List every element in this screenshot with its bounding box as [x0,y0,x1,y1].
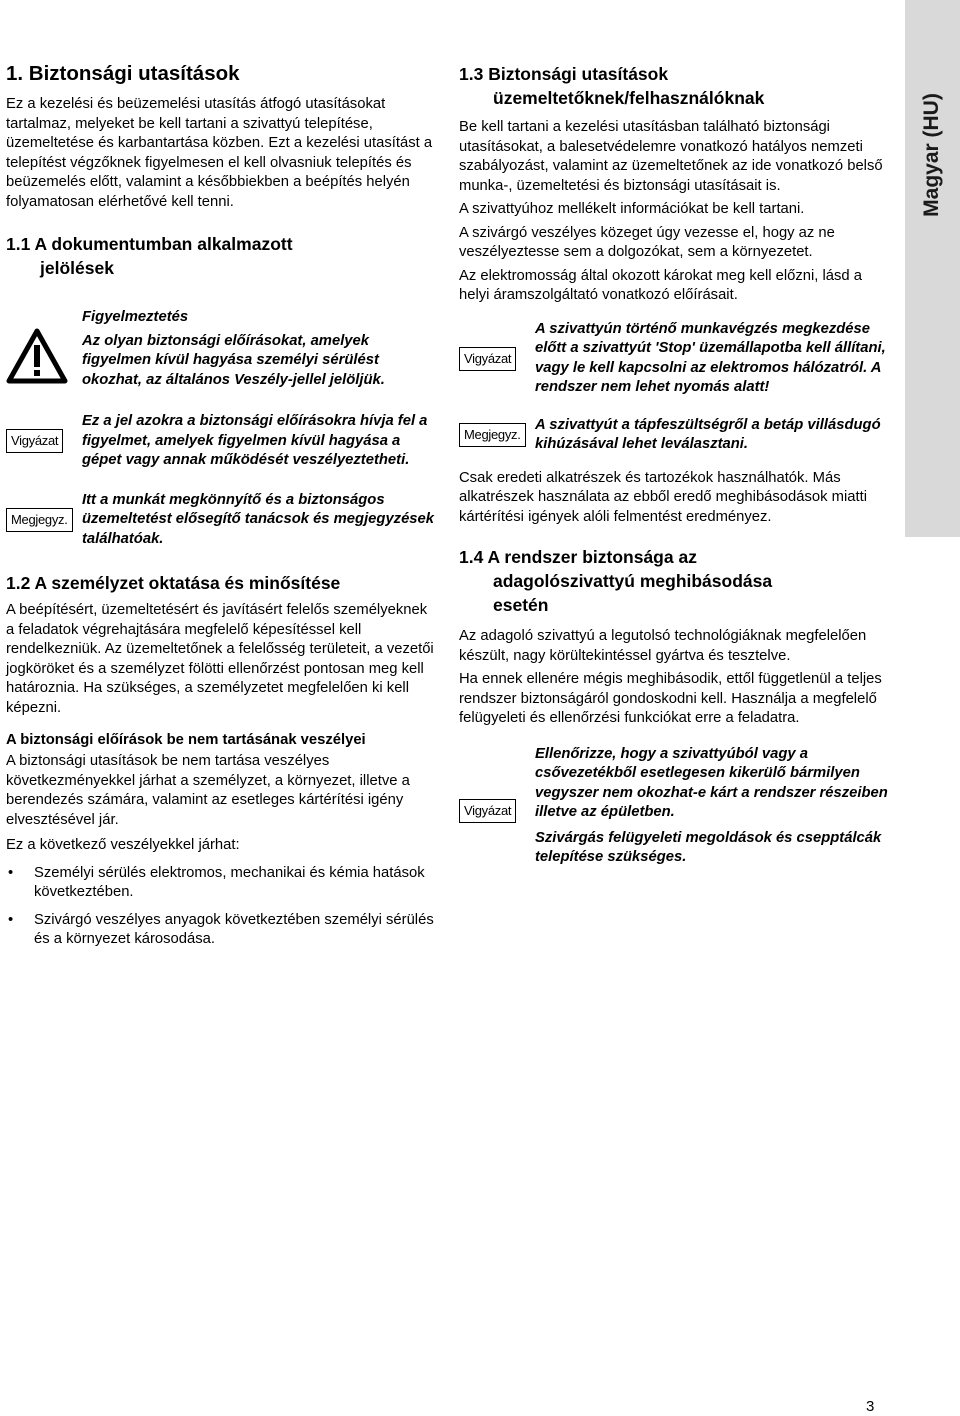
note-notice [6,491,434,550]
section-heading-1: 1. Biztonsági utasítások [6,62,240,85]
language-label: Magyar (HU) [920,93,943,217]
hazard-item: • Szivárgó veszélyes anyagok következtében személyi sérülés és a környezet károsodása. [6,911,434,950]
caution-notice-stop [459,320,889,398]
non-compliance-paragraph: A biztonsági utasítások be nem tartása veszélyes következményekkel járhat a személyzet, a környezet, illetve a berendezés számára, valamint az esetleges kártérítési igény elvesztésével jár. [6,753,410,828]
hazard-list [6,864,434,950]
language-side-tab [905,0,960,537]
warning-text-block [82,308,434,390]
caution-badge-wrap [6,429,82,453]
note-badge: Megjegyz. [459,423,526,447]
section-heading-1-1 [6,232,434,280]
system-safety-paragraph-2: Ha ennek ellenére mégis meghibásodik, ettől függetlenül a teljes rendszer biztonságáról gondoskodni kell. Használja a megfelelő felügyeleti és ellenőrzési funkciókat erre a feladatra. [459,671,882,726]
warning-text: Az olyan biztonsági előírásokat, amelyek figyelmen kívül hagyása személyi sérülést okozhat, az általános Veszély-jellel jelöljük. [82,332,385,388]
caution-badge-wrap [459,789,535,823]
heading-1-1-line1: 1.1 A dokumentumban alkalmazott [6,234,293,254]
heading-1-4-line2: adagolószivattyú meghibásodása [493,571,773,591]
warning-title: Figyelmeztetés [82,309,189,325]
caution-text: Ez a jel azokra a biztonsági előírásokra hívja fel a figyelmet, amelyek figyelmen kívül hagyása a gépet vagy annak működését veszélyeztetheti. [82,413,428,468]
caution-badge: Vigyázat [6,429,63,453]
spare-parts-paragraph: Csak eredeti alkatrészek és tartozékok használhatók. Más alkatrészek használata az ebből eredő meghibásodások miatti kártérítési igények alóli felmentést eredményez. [459,469,867,525]
note-badge-wrap [459,423,535,447]
caution-badge-wrap [459,347,535,371]
note-notice-power [459,416,889,455]
heading-1-1-line2: jelölések [40,258,114,278]
warning-icon-wrap [6,308,82,384]
section-heading-1-4 [459,545,889,617]
intro-paragraph: Ez a kezelési és beüzemelési utasítás átfogó utasításokat tartalmaz, melyeket be kell tartani a szivattyú telepítése, üzemeltetése és karbantartása közben. Ezt a kezelési utasítást a telepítést végzőknek figyelmesen el kell olvasniuk telepítés és beüzemelés előtt, valamint a későbbiekben a beépítés helyén folyamatosan elérhetővé kell tenni. [6,96,433,210]
page-number: 3 [866,1398,875,1415]
caution-badge: Vigyázat [459,799,516,823]
hazard-item: • Személyi sérülés elektromos, mechanikai és kémia hatások következtében. [6,864,434,903]
note-badge-wrap [6,508,82,532]
warning-notice [6,308,434,390]
caution-notice [6,412,434,471]
system-safety-paragraph-1: Az adagoló szivattyú a legutolsó technológiáknak megfelelően készült, nagy körültekintéssel gyártva és tesztelve. [459,628,867,664]
heading-1-3-line2: üzemeltetőknek/felhasználóknak [493,88,765,108]
non-compliance-subheading: A biztonsági előírások be nem tartásának veszélyei [6,732,366,748]
section-heading-1-3 [459,62,889,110]
caution-leak-text-block [535,745,889,868]
operator-paragraph-4: Az elektromosság által okozott károkat meg kell előzni, lásd a helyi áramszolgáltató vonatkozó előírásait. [459,267,862,303]
note-power-text: A szivattyút a tápfeszültségről a betáp villásdugó kihúzásával lehet leválasztani. [535,416,881,452]
operator-paragraph-2: A szivattyúhoz mellékelt információkat be kell tartani. [459,201,805,217]
right-column [459,62,889,886]
note-text: Itt a munkát megkönnyítő és a biztonságos üzemeltetést elősegítő tanácsok és megjegyzések találhatóak. [82,491,434,547]
training-paragraph: A beépítésért, üzemeltetésért és javításért felelős személyeknek a feladatok végrehajtására megfelelő képesítéssel kell rendelkezniük. Az üzemeltetőnek a felelősség területeit, a vezetői jogköröket és a személyzet fölötti ellenőrzést pontosan meg kell határoznia. Ha szükséges, a személyzetet megfelelően ki kell képezni. [6,602,434,716]
caution-stop-text: A szivattyún történő munkavégzés megkezdése előtt a szivattyút 'Stop' üzemállapotba kell állítani, vagy le kell kapcsolni az elektromos hálózatról. A rendszer nem lehet nyomás alatt! [535,320,886,395]
heading-1-3-line1: 1.3 Biztonsági utasítások [459,64,669,84]
heading-1-4-line3: esetén [493,595,549,615]
caution-leak-text-2: Szivárgás felügyeleti megoldások és csepptálcák telepítése szükséges. [535,829,882,865]
note-badge: Megjegyz. [6,508,73,532]
warning-triangle-icon [6,328,68,384]
operator-paragraph-3: A szivárgó veszélyes közeget úgy vezesse el, hogy az ne veszélyeztesse sem a dolgozókat, sem a környezetet. [459,224,835,260]
caution-badge: Vigyázat [459,347,516,371]
heading-1-4-line1: 1.4 A rendszer biztonsága az [459,547,697,567]
section-heading-1-2: 1.2 A személyzet oktatása és minősítése [6,573,341,593]
caution-leak-text-1: Ellenőrizze, hogy a szivattyúból vagy a csővezetékből esetlegesen kikerülő bármilyen vegyszer nem okozhat-e kárt a rendszer részeiben illetve az épületben. [535,745,888,820]
caution-notice-leak [459,745,889,868]
operator-paragraph-1: Be kell tartani a kezelési utasításban található biztonsági utasításokat, a balesetvédelemre vonatkozó hatályos nemzeti szabályozást, valamint az üzemeltetőnek az ide vonatkozó belső munka-, üzemeltetési és biztonsági utasításait is. [459,119,883,194]
left-column [6,62,434,958]
hazards-intro: Ez a következő veszélyekkel járhat: [6,837,240,853]
